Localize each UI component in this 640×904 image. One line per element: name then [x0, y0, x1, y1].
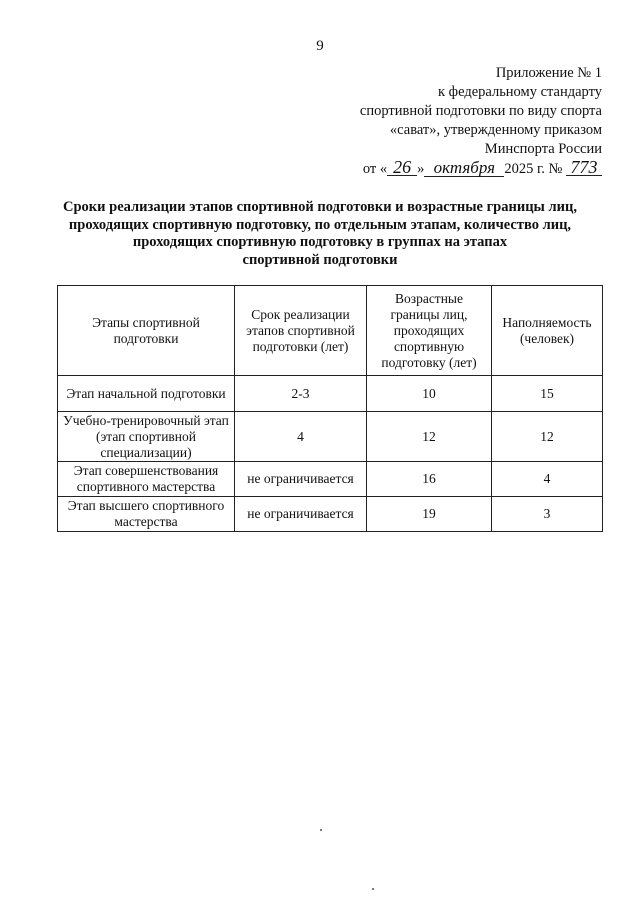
appendix-line: к федеральному стандарту [438, 84, 602, 100]
appendix-header [282, 64, 602, 179]
table-cell: 4 [235, 412, 367, 462]
header-cell-duration: Срок реализации этапов спортивной подготовки (лет) [235, 286, 367, 376]
table-cell: 3 [492, 497, 603, 532]
table-cell: 19 [367, 497, 492, 532]
scan-speck [320, 829, 322, 831]
table-row [58, 497, 603, 532]
header-cell-age: Возрастные границы лиц, проходящих спортивную подготовку (лет) [367, 286, 492, 376]
order-day: 26 [387, 159, 417, 176]
table-cell: 12 [367, 412, 492, 462]
appendix-line: Минспорта России [484, 141, 602, 157]
title-line: спортивной подготовки [242, 251, 398, 268]
order-month: октября [424, 160, 504, 177]
table-cell: 10 [367, 376, 492, 412]
document-title [40, 199, 600, 269]
table-row [58, 376, 603, 412]
page-number: 9 [316, 38, 324, 54]
table-row [58, 462, 603, 497]
appendix-line: спортивной подготовки по виду спорта [359, 103, 602, 119]
table-cell: не ограничивается [235, 497, 367, 532]
table-cell: 2-3 [235, 376, 367, 412]
sport-stages-table [57, 285, 603, 532]
header-cell-stages: Этапы спортивной подготовки [58, 286, 235, 376]
order-mid: » [417, 161, 425, 177]
table-cell: Учебно-тренировочный этап (этап спортивной специализации) [58, 412, 235, 462]
header-cell-occupancy: Наполняемость (человек) [492, 286, 603, 376]
table-cell: Этап высшего спортивного мастерства [58, 497, 235, 532]
table-row [58, 412, 603, 462]
table-cell: Этап совершенствования спортивного мастерства [58, 462, 235, 497]
table-header-row [58, 286, 603, 376]
title-line: Сроки реализации этапов спортивной подготовки и возрастные границы лиц, [63, 199, 577, 215]
order-year: 2025 г. № [504, 161, 563, 177]
table-cell: 4 [492, 462, 603, 497]
order-prefix: от « [362, 161, 388, 177]
table-cell: не ограничивается [235, 462, 367, 497]
title-line: проходящих спортивную подготовку в группах на этапах [132, 234, 508, 250]
appendix-line: «сават», утвержденному приказом [389, 122, 602, 138]
title-line: проходящих спортивную подготовку, по отдельным этапам, количество лиц, [68, 216, 572, 233]
table-cell: Этап начальной подготовки [58, 376, 235, 412]
table-cell: 16 [367, 462, 492, 497]
order-number: 773 [566, 159, 602, 176]
appendix-title: Приложение № 1 [495, 65, 602, 81]
order-date-line [282, 159, 602, 179]
table-cell: 12 [492, 412, 603, 462]
scan-speck [372, 888, 374, 890]
table-cell: 15 [492, 376, 603, 412]
